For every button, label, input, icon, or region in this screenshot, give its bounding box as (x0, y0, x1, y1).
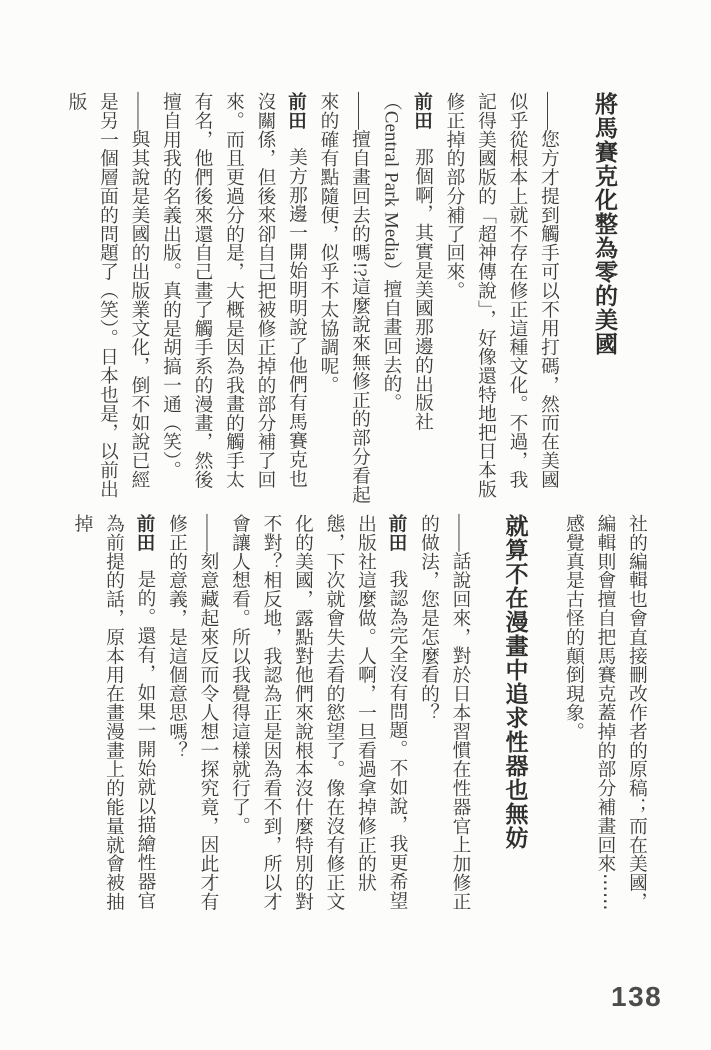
maeda-answer (224, 514, 413, 928)
answer-text: 是的。還有，如果一開始就以描繪性器官為前提的話，原本用在畫漫畫上的能量就會被抽掉 (71, 514, 156, 911)
answer-text: 我認為完全沒有問題。不如說，我更希望出版社這麼做。人啊，一旦看過拿掉修正的狀態，下次就會失去看的慾望了。像在沒有修正文化的美國，露點對他們來說根本沒什麼特別的對不對？相反地，我認為正是因為看不到，所以才會讓人想看。所以我覺得這樣就行了。 (229, 514, 408, 911)
interviewer-question: ——刻意藏起來反而令人想一探究竟，因此才有修正的意義，是這個意思嗎？ (166, 514, 219, 911)
section-mosaic-america (60, 92, 617, 506)
interviewer-question: ——與其說是美國的出版業文化，倒不如說已經是另一個層面的問題了（笑）。日本也是，以前出版 (65, 92, 150, 499)
maeda-answer (66, 514, 161, 928)
continuation-paragraph: 社的編輯也會直接刪改作者的原稿；而在美國，編輯則會擅自把馬賽克蓋掉的部分補畫回來⋯⋯感覺真是古怪的顛倒現象。 (563, 514, 647, 911)
interviewer-question: ——擅自畫回去的嗎!?這麼說來無修正的部分看起來的確有點隨便，似乎不太協調呢。 (317, 92, 370, 504)
answer-text: 美方那邊一開始明明說了他們有馬賽克也沒關係，但後來卻自己把被修正掉的部分補了回來。而且更過分的是，大概是因為我畫的觸手太有名，他們後來還自己畫了觸手系的漫畫，然後擅自用我的名義出版。真的是胡搞一通（笑）。 (160, 92, 307, 489)
answer-text: 那個啊，其實是美國那邊的出版社（Central Park Media）擅自畫回去的。 (380, 92, 433, 432)
section-heading: 將馬賽克化整為零的美國 (592, 92, 617, 356)
interviewer-question: ——話說回來，對於日本習慣在性器官上加修正的做法，您是怎麼看的？ (418, 514, 471, 911)
speaker-label: 前田 (386, 514, 408, 552)
section-heading: 就算不在漫畫中追求性器也無妨 (502, 514, 528, 850)
speaker-label: 前田 (286, 92, 307, 130)
speaker-label: 前田 (134, 514, 156, 552)
maeda-answer (155, 92, 313, 506)
speaker-label: 前田 (412, 92, 433, 130)
page-number: 138 (611, 981, 663, 1012)
interviewer-question: ——您方才提到觸手可以不用打碼，然而在美國似乎從根本上就不存在修正這種文化。不過，我記得美國版的「超神傳說」，好像還特地把日本版修正掉的部分補了回來。 (443, 92, 559, 499)
section-no-genitals-needed (66, 514, 652, 928)
maeda-answer (375, 92, 438, 506)
